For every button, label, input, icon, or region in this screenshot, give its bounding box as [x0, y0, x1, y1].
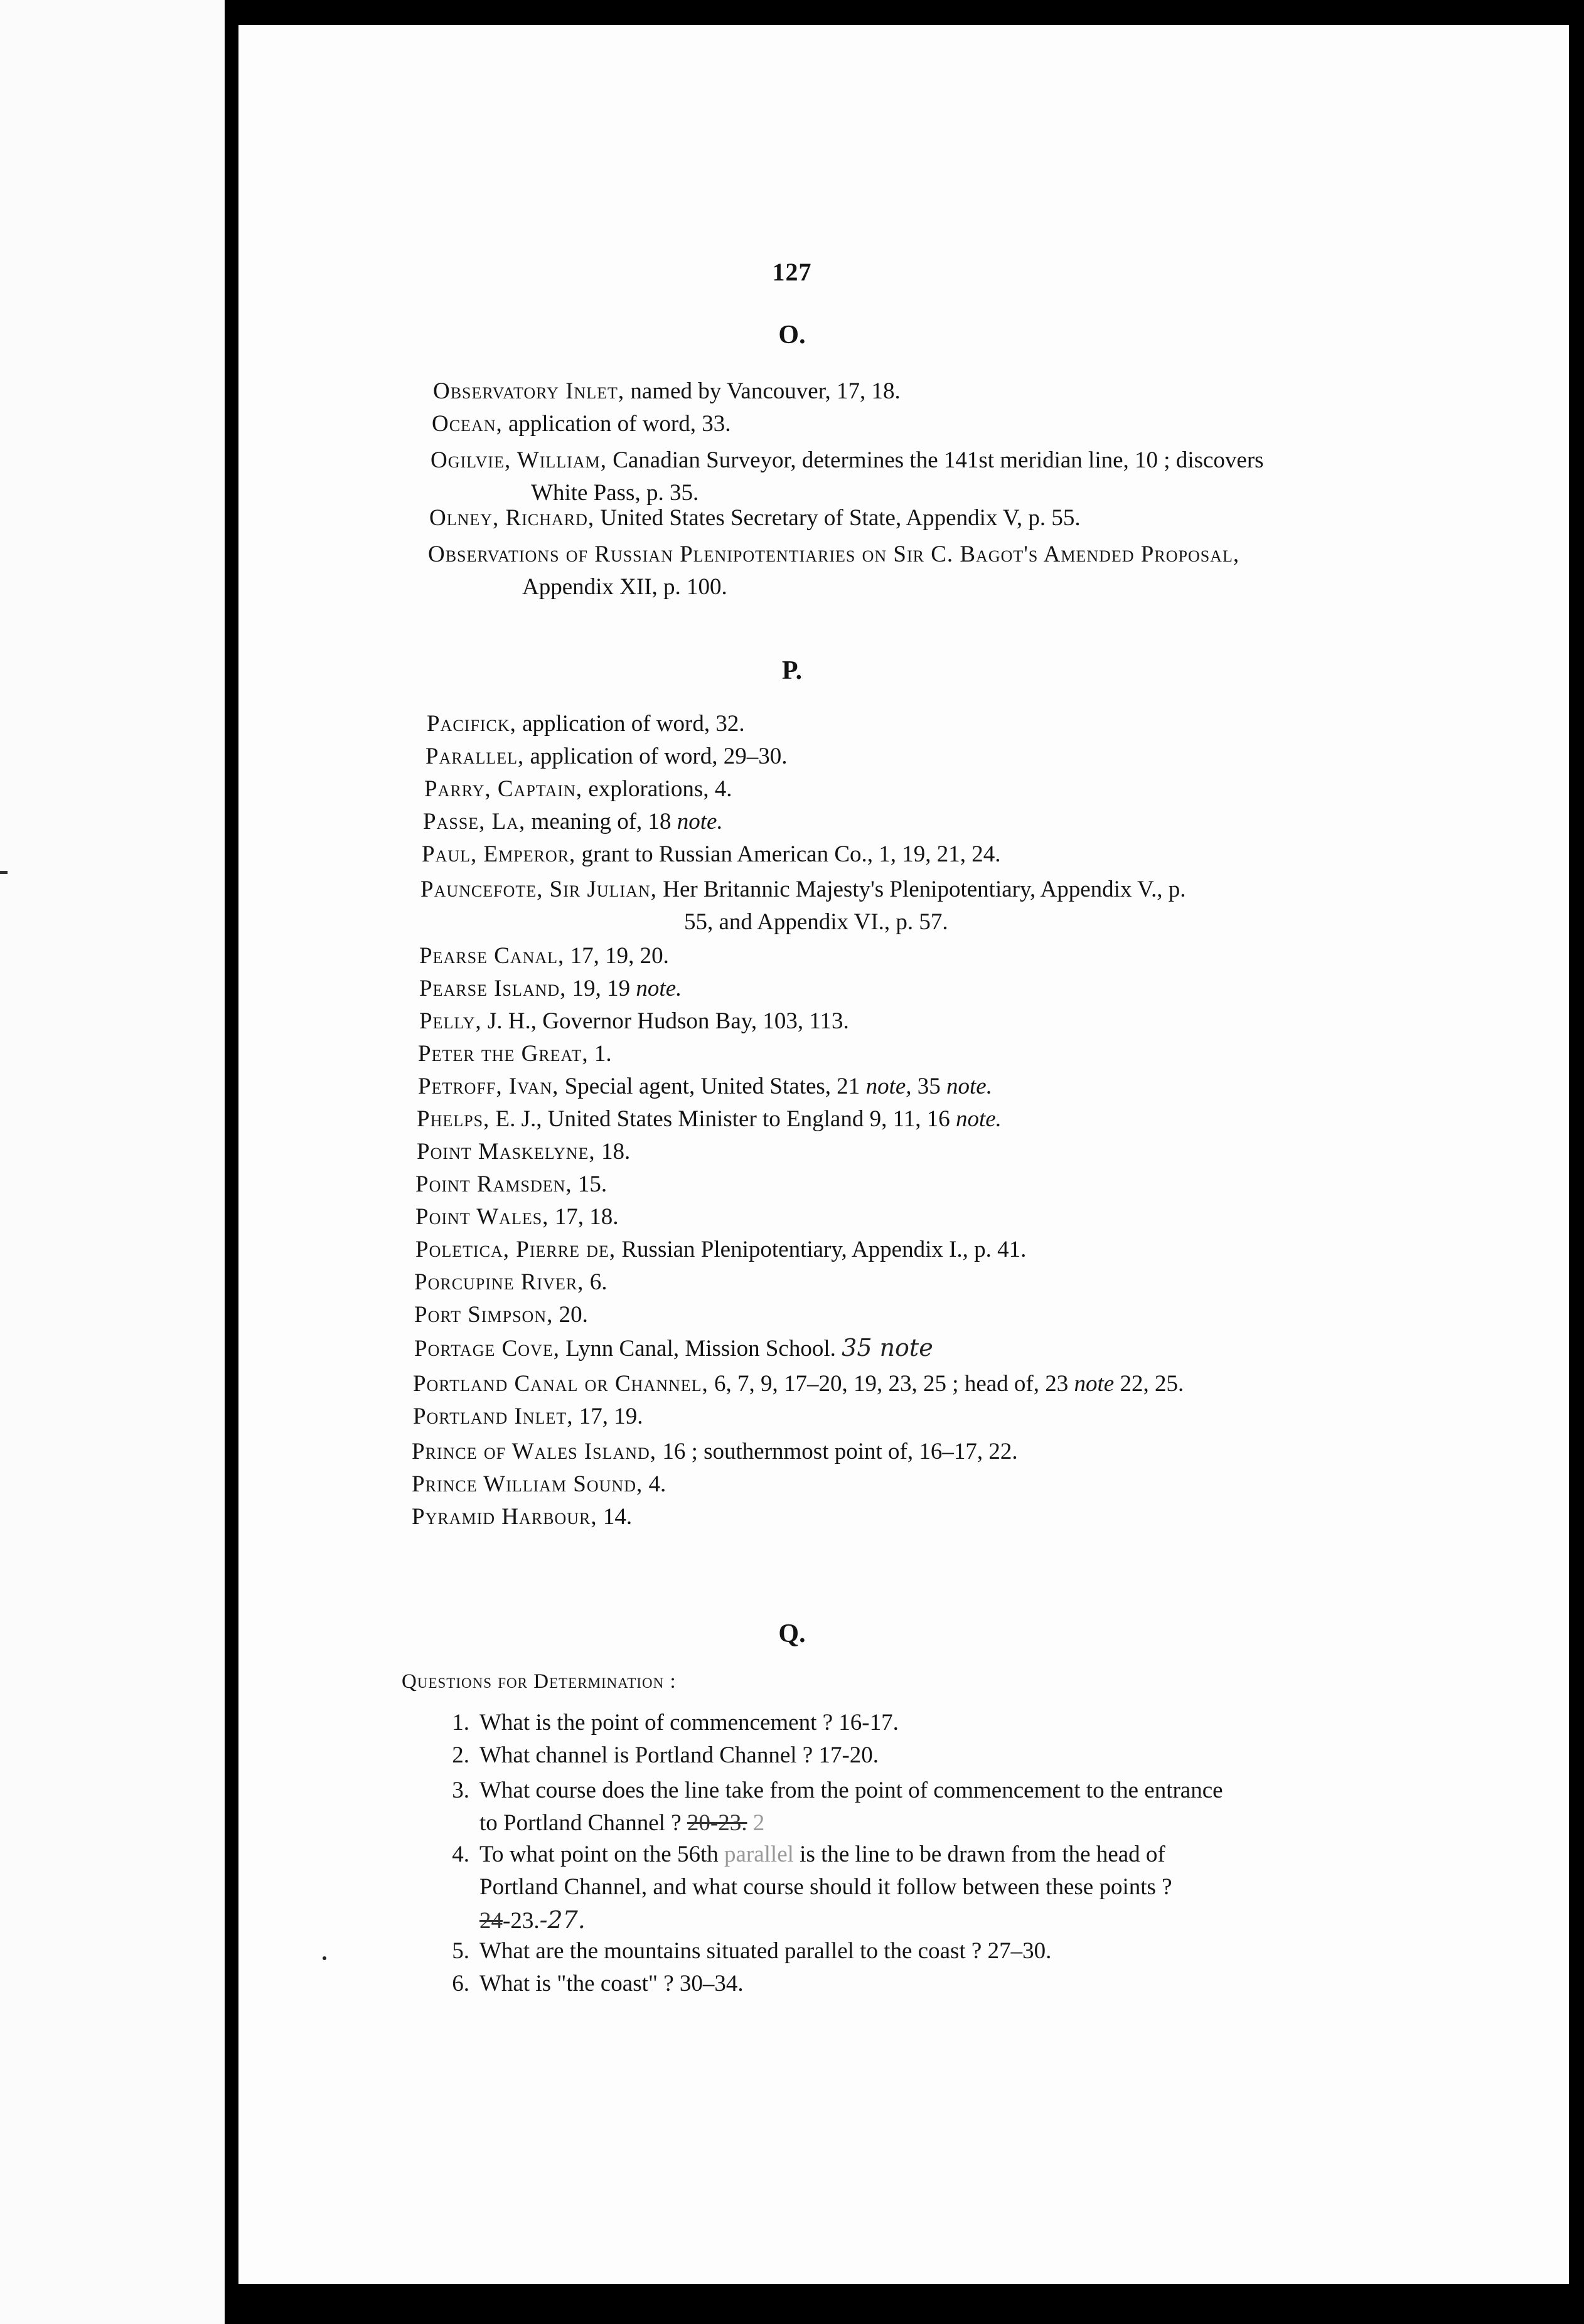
question-text: What is "the coast" ? 30–34. [479, 1971, 744, 1996]
index-entry [425, 740, 788, 773]
faint-text: parallel [724, 1842, 794, 1867]
entry-text: named by Vancouver, 17, 18. [624, 378, 901, 404]
entry-heading: Observatory Inlet, [433, 378, 625, 404]
question-number: 5. [452, 1938, 469, 1964]
handwritten-annotation: -27. [539, 1906, 586, 1934]
entry-text: grant to Russian American Co., 1, 19, 21, 24. [575, 841, 1001, 867]
entry-text: 22, 25. [1114, 1371, 1184, 1397]
question-continuation [439, 1807, 1223, 1840]
question-item [439, 1774, 1223, 1840]
entry-continuation: Appendix XII, p. 100. [522, 574, 727, 600]
index-entry [432, 408, 731, 440]
entry-heading: Pearse Canal, [419, 943, 565, 969]
index-entry [415, 1201, 618, 1234]
section-letter-o: O. [778, 321, 806, 349]
page-number: 127 [772, 258, 812, 286]
question-number: 6. [452, 1971, 469, 1996]
index-entry [431, 444, 1264, 509]
question-number: 2. [452, 1742, 469, 1768]
entry-heading: Portland Canal or Channel, [413, 1371, 709, 1397]
entry-text: Canadian Surveyor, determines the 141st meridian line, 10 ; discovers [606, 447, 1264, 473]
question-item [439, 1935, 1051, 1968]
entry-heading: Passe, La, [423, 809, 526, 834]
index-entry [412, 1468, 666, 1501]
entry-heading: Point Maskelyne, [417, 1139, 596, 1165]
entry-text: application of word, 33. [502, 411, 731, 437]
question-text: What course does the line take from the point of commencement to the entrance [479, 1778, 1223, 1803]
entry-heading: Observations of Russian Plenipotentiaries on Sir C. Bagot's Amended Proposal, [428, 541, 1240, 567]
question-item [439, 1838, 1172, 1938]
entry-heading: Petroff, Ivan, [418, 1074, 559, 1099]
questions-heading: Questions for Determination : [402, 1670, 677, 1693]
entry-text: E. J., United States Minister to England 9, 11, 16 [490, 1106, 956, 1132]
question-text: -23. [503, 1908, 540, 1934]
entry-heading: Point Wales, [415, 1204, 549, 1230]
entry-heading: Olney, Richard, [429, 505, 595, 531]
entry-text: 14. [597, 1504, 633, 1530]
question-text: To what point on the 56th [479, 1842, 724, 1867]
entry-text: explorations, 4. [582, 776, 732, 802]
index-entry [414, 1331, 933, 1365]
index-entry [420, 873, 1185, 939]
entry-heading: Pacifick, [427, 711, 516, 737]
entry-text: Russian Plenipotentiary, Appendix I., p. 41. [616, 1237, 1027, 1262]
entry-heading: Parallel, [425, 744, 525, 769]
entry-heading: Ocean, [432, 411, 503, 437]
index-entry [415, 1234, 1026, 1266]
index-entry [418, 1038, 612, 1070]
faint-text: 2 [747, 1810, 765, 1836]
index-entry [423, 806, 723, 838]
question-number: 3. [452, 1778, 469, 1803]
entry-text: 15. [572, 1171, 607, 1197]
entry-text: 4. [643, 1471, 666, 1497]
entry-text: Her Britannic Majesty's Plenipotentiary, Appendix V., p. [656, 877, 1186, 902]
entry-heading: Portland Inlet, [413, 1404, 574, 1429]
entry-note: note. [955, 1106, 1002, 1132]
index-entry [414, 1266, 607, 1299]
entry-heading: Poletica, Pierre de, [415, 1237, 616, 1262]
entry-heading: Pearse Island, [419, 976, 567, 1001]
entry-text: United States Secretary of State, Appendix V, p. 55. [594, 505, 1081, 531]
entry-text: 6. [584, 1269, 607, 1295]
question-item [439, 1968, 744, 2000]
question-number: 4. [452, 1842, 469, 1867]
question-item [439, 1707, 899, 1739]
entry-heading: Port Simpson, [414, 1302, 554, 1328]
index-entry [429, 502, 1081, 535]
index-entry [419, 973, 682, 1005]
index-entry [418, 1070, 992, 1103]
entry-text: meaning of, 18 [525, 809, 677, 834]
index-entry [415, 1168, 607, 1201]
handwritten-annotation: 35 note [842, 1334, 933, 1362]
entry-note: note. [636, 976, 682, 1001]
index-entry [428, 538, 1239, 604]
question-continuation [439, 1871, 1172, 1904]
entry-text: Lynn Canal, Mission School. [559, 1336, 842, 1362]
entry-text: application of word, 32. [516, 711, 745, 737]
index-entry [414, 1299, 588, 1331]
entry-text: 35 [911, 1074, 947, 1099]
question-continuation [439, 1904, 1172, 1938]
index-entry [413, 1368, 1184, 1400]
entry-note: note [1074, 1371, 1115, 1397]
entry-heading: Paul, Emperor, [422, 841, 576, 867]
index-entry [424, 773, 732, 806]
question-text: What is the point of commencement ? 16-17. [479, 1710, 899, 1735]
question-text: is the line to be drawn from the head of [793, 1842, 1165, 1867]
entry-heading: Portage Cove, [414, 1336, 560, 1362]
index-entry [419, 940, 669, 973]
entry-text: application of word, 29–30. [524, 744, 788, 769]
struck-reference: 20-23. [687, 1810, 747, 1836]
section-letter-p: P. [781, 656, 803, 685]
entry-text: 16 ; southernmost point of, 16–17, 22. [656, 1439, 1018, 1464]
entry-text: 1. [588, 1041, 612, 1067]
question-text: What channel is Portland Channel ? 17-20. [479, 1742, 879, 1768]
entry-heading: Pauncefote, Sir Julian, [420, 877, 657, 902]
index-entry [422, 838, 1001, 871]
entry-continuation: White Pass, p. 35. [531, 480, 699, 506]
question-item [439, 1739, 879, 1772]
index-entry [417, 1103, 1002, 1136]
index-entry [412, 1501, 632, 1533]
entry-heading: Point Ramsden, [415, 1171, 572, 1197]
entry-text: 18. [595, 1139, 631, 1165]
index-entry [419, 1005, 849, 1038]
index-entry [412, 1436, 1018, 1468]
entry-continuation: 55, and Appendix VI., p. 57. [684, 909, 948, 935]
question-number: 1. [452, 1710, 469, 1735]
entry-note: note. [677, 809, 723, 834]
entry-text: 17, 18. [549, 1204, 619, 1230]
section-letter-q: Q. [778, 1619, 806, 1648]
entry-heading: Phelps, [417, 1106, 490, 1132]
entry-heading: Prince William Sound, [412, 1471, 643, 1497]
struck-reference: 24 [479, 1908, 503, 1934]
question-text: What are the mountains situated parallel to the coast ? 27–30. [479, 1938, 1052, 1964]
index-entry [427, 708, 745, 740]
page-speck [323, 1956, 326, 1960]
entry-heading: Prince of Wales Island, [412, 1439, 657, 1464]
entry-text: 19, 19 [566, 976, 636, 1001]
entry-heading: Porcupine River, [414, 1269, 584, 1295]
entry-heading: Pelly, [419, 1008, 482, 1034]
entry-note: note. [946, 1074, 992, 1099]
entry-text: J. H., Governor Hudson Bay, 103, 113. [481, 1008, 849, 1034]
entry-text: 20. [553, 1302, 588, 1328]
entry-heading: Peter the Great, [418, 1041, 589, 1067]
question-text: to Portland Channel ? [479, 1810, 687, 1836]
entry-note: note, [865, 1074, 912, 1099]
entry-text: 17, 19, 20. [564, 943, 669, 969]
entry-text: 6, 7, 9, 17–20, 19, 23, 25 ; head of, 23 [708, 1371, 1074, 1397]
index-entry [417, 1136, 630, 1168]
entry-heading: Parry, Captain, [424, 776, 583, 802]
question-text: Portland Channel, and what course should it follow between these points ? [479, 1874, 1172, 1900]
entry-text: 17, 19. [573, 1404, 643, 1429]
entry-heading: Ogilvie, William, [431, 447, 607, 473]
entry-heading: Pyramid Harbour, [412, 1504, 597, 1530]
index-entry [413, 1400, 643, 1433]
index-entry [433, 375, 901, 408]
entry-text: Special agent, United States, 21 [559, 1074, 866, 1099]
